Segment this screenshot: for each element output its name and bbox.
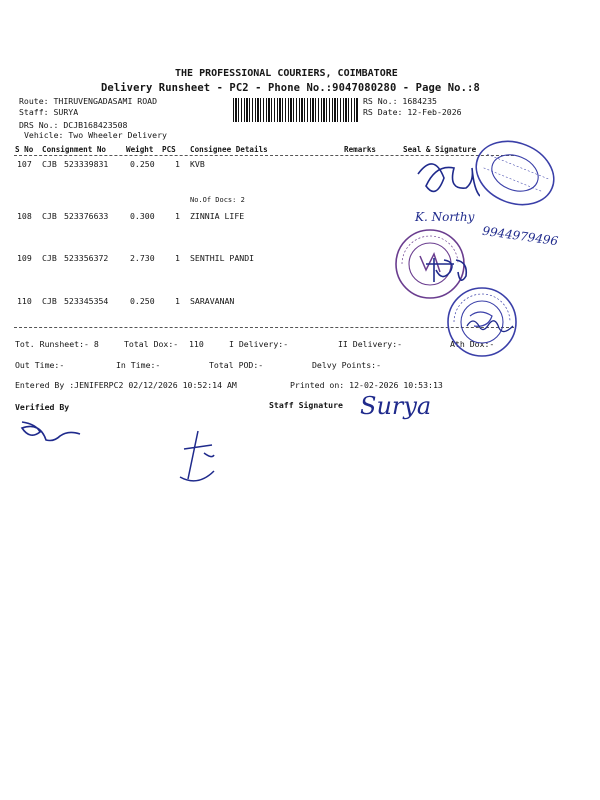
verified-by: Verified By — [15, 402, 70, 412]
signature-110 — [463, 312, 517, 336]
row-consignment: 523339831 — [64, 159, 109, 169]
col-remarks: Remarks — [344, 145, 377, 154]
total-pod: Total POD:- — [209, 360, 264, 370]
verified-initials — [170, 425, 230, 489]
row-sno: 108 — [17, 211, 32, 221]
runsheet-subtitle: Delivery Runsheet - PC2 - Phone No.:9047080280 - Page No.:8 — [101, 82, 480, 94]
delvy-points: Delvy Points:- — [312, 360, 382, 370]
total-dox-label: Total Dox:- — [124, 339, 179, 349]
col-weight: Weight — [126, 145, 154, 154]
printed-on: Printed on: 12-02-2026 10:53:13 — [290, 380, 443, 390]
company-title: THE PROFESSIONAL COURIERS, COIMBATORE — [175, 68, 398, 79]
staff-text: Staff: SURYA — [19, 107, 79, 117]
signature-107 — [410, 148, 480, 200]
tot-runsheet: Tot. Runsheet:- 8 — [15, 339, 99, 349]
row-pcs: 1 — [175, 253, 180, 263]
row-sno: 110 — [17, 296, 32, 306]
row-consignment: 523376633 — [64, 211, 109, 221]
drs-text: DRS No.: DCJB168423508 — [19, 120, 128, 130]
col-consignment: Consignment No — [42, 145, 107, 154]
ath-dox: Ath Dox:- — [450, 339, 495, 349]
col-consignee: Consignee Details — [190, 145, 268, 154]
row-weight: 0.300 — [130, 211, 155, 221]
row-consignee: KVB — [190, 159, 205, 169]
rs-date: RS Date: 12-Feb-2026 — [363, 107, 462, 117]
row-prefix: CJB — [42, 159, 57, 169]
recipient-name-108: K. Northy — [415, 210, 475, 224]
signature-109 — [420, 252, 480, 288]
row-sno: 109 — [17, 253, 32, 263]
out-time: Out Time:- — [15, 360, 65, 370]
row-weight: 0.250 — [130, 296, 155, 306]
staff-signature-label: Staff Signature — [269, 400, 343, 410]
row-pcs: 1 — [175, 296, 180, 306]
i-delivery: I Delivery:- — [229, 339, 289, 349]
row-pcs: 1 — [175, 211, 180, 221]
row-sno: 107 — [17, 159, 32, 169]
row-prefix: CJB — [42, 253, 57, 263]
col-pcs: PCS — [162, 145, 176, 154]
col-sno: S No — [15, 145, 34, 154]
barcode — [233, 98, 359, 122]
row-consignee: ZINNIA LIFE — [190, 211, 245, 221]
row-pcs: 1 — [175, 159, 180, 169]
entered-by: Entered By :JENIFERPC2 02/12/2026 10:52:14 AM — [15, 380, 237, 390]
row-consignee: SENTHIL PANDI — [190, 253, 255, 263]
row-consignment: 523356372 — [64, 253, 109, 263]
total-dox-value: 110 — [189, 339, 204, 349]
route-text: Route: THIRUVENGADASAMI ROAD — [19, 96, 158, 106]
vehicle-text: Vehicle: Two Wheeler Delivery — [24, 130, 167, 140]
row-consignee: SARAVANAN — [190, 296, 235, 306]
in-time: In Time:- — [116, 360, 161, 370]
row-prefix: CJB — [42, 211, 57, 221]
staff-signature: Surya — [360, 392, 432, 420]
row-consignment: 523345354 — [64, 296, 109, 306]
bank-stamp — [470, 138, 560, 208]
row-weight: 2.730 — [130, 253, 155, 263]
col-seal: Seal & Signature — [403, 145, 477, 154]
row-prefix: CJB — [42, 296, 57, 306]
rs-no: RS No.: 1684235 — [363, 96, 437, 106]
ii-delivery: II Delivery:- — [338, 339, 403, 349]
recipient-phone-108: 9944979496 — [481, 223, 559, 249]
verified-signature — [16, 412, 86, 446]
row-weight: 0.250 — [130, 159, 155, 169]
row-docs-note: No.Of Docs: 2 — [190, 196, 245, 204]
